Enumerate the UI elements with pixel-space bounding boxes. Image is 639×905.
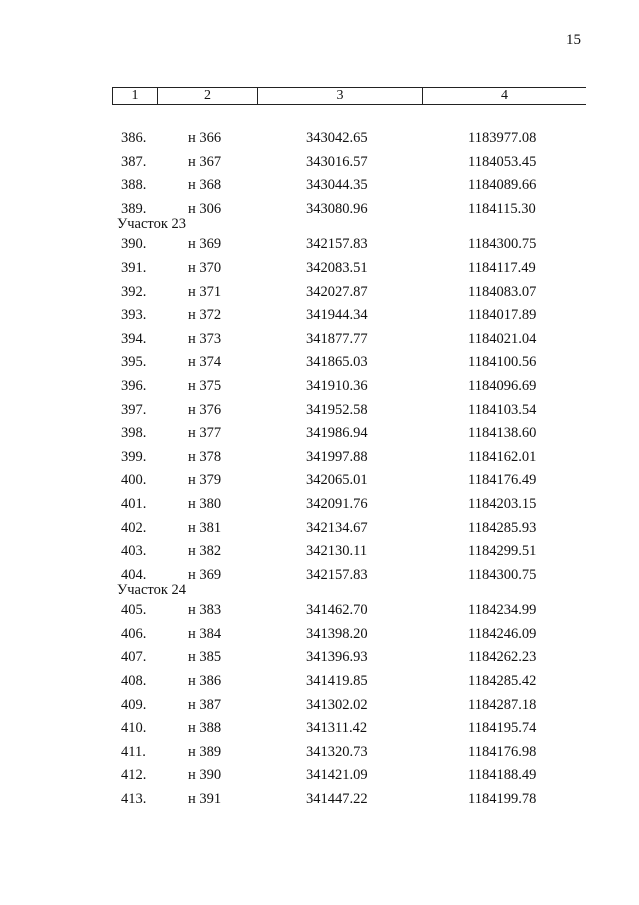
- row-number: 389.: [121, 200, 147, 217]
- table-row: [0, 789, 639, 813]
- row-number: 387.: [121, 153, 147, 170]
- coord-y: 1184176.98: [468, 743, 537, 760]
- point-id: н 374: [188, 354, 222, 371]
- point-id: н 375: [188, 377, 222, 394]
- table-row: [0, 742, 639, 766]
- coord-x: 341398.20: [306, 625, 368, 642]
- row-number: 409.: [121, 696, 147, 713]
- coord-x: 342083.51: [306, 259, 368, 276]
- point-id: н 391: [188, 791, 222, 808]
- coord-y: 1184287.18: [468, 696, 537, 713]
- row-number: 394.: [121, 330, 147, 347]
- table-row: [0, 400, 639, 424]
- table-row: [0, 128, 639, 152]
- coord-x: 341865.03: [306, 354, 368, 371]
- coord-x: 342027.87: [306, 283, 368, 300]
- coord-y: 1184138.60: [468, 425, 537, 442]
- point-id: н 371: [188, 283, 222, 300]
- row-number: 388.: [121, 177, 147, 194]
- point-id: н 380: [188, 495, 222, 512]
- table-row: [0, 494, 639, 518]
- row-number: 411.: [121, 743, 146, 760]
- coord-x: 342157.83: [306, 236, 368, 253]
- rows-section-23: [0, 234, 639, 588]
- coord-x: 341944.34: [306, 307, 368, 324]
- row-number: 399.: [121, 448, 147, 465]
- coord-y: 1184203.15: [468, 495, 537, 512]
- coord-x: 342134.67: [306, 519, 368, 536]
- coord-x: 342091.76: [306, 495, 368, 512]
- header-col-4: 4: [501, 88, 508, 103]
- point-id: н 366: [188, 130, 222, 146]
- table-row: [0, 376, 639, 400]
- coord-x: 343044.35: [306, 177, 368, 194]
- coord-y: 1184162.01: [468, 448, 537, 465]
- table-row: [0, 695, 639, 719]
- coord-y: 1183977.08: [468, 130, 537, 146]
- point-id: н 373: [188, 330, 222, 347]
- row-number: 396.: [121, 377, 147, 394]
- point-id: н 383: [188, 602, 222, 619]
- row-number: 391.: [121, 259, 147, 276]
- point-id: н 372: [188, 307, 222, 324]
- point-id: н 378: [188, 448, 222, 465]
- coord-x: 341421.09: [306, 767, 368, 784]
- row-number: 395.: [121, 354, 147, 371]
- row-number: 405.: [121, 602, 147, 619]
- coord-x: 341910.36: [306, 377, 368, 394]
- row-number: 397.: [121, 401, 147, 418]
- table-row: [0, 600, 639, 624]
- coord-y: 1184195.74: [468, 720, 537, 737]
- table-row: [0, 765, 639, 789]
- rows-before-section: [0, 128, 639, 222]
- coord-y: 1184285.42: [468, 673, 537, 690]
- coord-y: 1184299.51: [468, 543, 537, 560]
- table-row: [0, 329, 639, 353]
- coord-x: 342065.01: [306, 472, 368, 489]
- table-row: [0, 305, 639, 329]
- coord-x: 341302.02: [306, 696, 368, 713]
- table-row: [0, 624, 639, 648]
- table-row: [0, 671, 639, 695]
- row-number: 401.: [121, 495, 147, 512]
- point-id: н 306: [188, 200, 222, 217]
- point-id: н 369: [188, 236, 222, 253]
- rows-section-24: [0, 600, 639, 812]
- coord-x: 343080.96: [306, 200, 368, 217]
- row-number: 407.: [121, 649, 147, 666]
- header-col-1: 1: [112, 88, 158, 104]
- coord-x: 341320.73: [306, 743, 368, 760]
- table-row: [0, 718, 639, 742]
- table-row: [0, 423, 639, 447]
- point-id: н 367: [188, 153, 222, 170]
- table-row: [0, 470, 639, 494]
- coord-y: 1184021.04: [468, 330, 537, 347]
- page-number: 15: [566, 32, 581, 48]
- point-id: н 386: [188, 673, 222, 690]
- coord-x: 341877.77: [306, 330, 368, 347]
- point-id: н 382: [188, 543, 222, 560]
- coord-x: 341986.94: [306, 425, 368, 442]
- coord-y: 1184285.93: [468, 519, 537, 536]
- table-row: [0, 199, 639, 223]
- coord-x: 341447.22: [306, 791, 368, 808]
- header-col-2: 2: [158, 88, 258, 104]
- coord-y: 1184083.07: [468, 283, 537, 300]
- table-row: [0, 152, 639, 176]
- point-id: н 379: [188, 472, 222, 489]
- coord-y: 1184176.49: [468, 472, 537, 489]
- table-row: [0, 282, 639, 306]
- coord-y: 1184096.69: [468, 377, 537, 394]
- row-number: 398.: [121, 425, 147, 442]
- point-id: н 390: [188, 767, 222, 784]
- section-title-24: Участок 24: [117, 582, 186, 599]
- row-number: 406.: [121, 625, 147, 642]
- coord-y: 1184053.45: [468, 153, 537, 170]
- section-title-23: Участок 23: [117, 216, 186, 233]
- coord-x: 341419.85: [306, 673, 368, 690]
- coord-y: 1184089.66: [468, 177, 537, 194]
- table-row: [0, 234, 639, 258]
- coord-x: 341311.42: [306, 720, 368, 737]
- table-row: [0, 352, 639, 376]
- point-id: н 381: [188, 519, 222, 536]
- table-row: [0, 565, 639, 589]
- coord-x: 341396.93: [306, 649, 368, 666]
- row-number: 390.: [121, 236, 147, 253]
- row-number: 386.: [121, 130, 147, 146]
- point-id: н 388: [188, 720, 222, 737]
- row-number: 412.: [121, 767, 147, 784]
- point-id: н 384: [188, 625, 222, 642]
- table-row: [0, 258, 639, 282]
- row-number: 408.: [121, 673, 147, 690]
- row-number: 400.: [121, 472, 147, 489]
- coord-y: 1184017.89: [468, 307, 537, 324]
- point-id: н 370: [188, 259, 222, 276]
- row-number: 413.: [121, 791, 147, 808]
- table-header: [112, 87, 586, 105]
- header-col-3: 3: [258, 88, 423, 104]
- coord-x: 343042.65: [306, 130, 368, 146]
- coord-y: 1184115.30: [468, 200, 536, 217]
- row-number: 392.: [121, 283, 147, 300]
- row-number: 404.: [121, 566, 147, 583]
- table-row: [0, 518, 639, 542]
- table-row: [0, 647, 639, 671]
- coord-x: 341462.70: [306, 602, 368, 619]
- table-row: [0, 541, 639, 565]
- coord-y: 1184234.99: [468, 602, 537, 619]
- coord-x: 342130.11: [306, 543, 368, 560]
- coord-y: 1184117.49: [468, 259, 536, 276]
- coord-y: 1184199.78: [468, 791, 537, 808]
- point-id: н 377: [188, 425, 222, 442]
- point-id: н 385: [188, 649, 222, 666]
- point-id: н 369: [188, 566, 222, 583]
- table-row: [0, 175, 639, 199]
- row-number: 402.: [121, 519, 147, 536]
- row-number: 410.: [121, 720, 147, 737]
- point-id: н 376: [188, 401, 222, 418]
- coordinate-table: [0, 128, 639, 813]
- point-id: н 387: [188, 696, 222, 713]
- row-number: 403.: [121, 543, 147, 560]
- coord-x: 343016.57: [306, 153, 368, 170]
- coord-y: 1184246.09: [468, 625, 537, 642]
- coord-y: 1184103.54: [468, 401, 537, 418]
- coord-y: 1184188.49: [468, 767, 537, 784]
- coord-y: 1184300.75: [468, 236, 537, 253]
- point-id: н 368: [188, 177, 222, 194]
- coord-x: 342157.83: [306, 566, 368, 583]
- point-id: н 389: [188, 743, 222, 760]
- coord-x: 341997.88: [306, 448, 368, 465]
- coord-y: 1184262.23: [468, 649, 537, 666]
- coord-y: 1184300.75: [468, 566, 537, 583]
- coord-x: 341952.58: [306, 401, 368, 418]
- row-number: 393.: [121, 307, 147, 324]
- table-row: [0, 447, 639, 471]
- coord-y: 1184100.56: [468, 354, 537, 371]
